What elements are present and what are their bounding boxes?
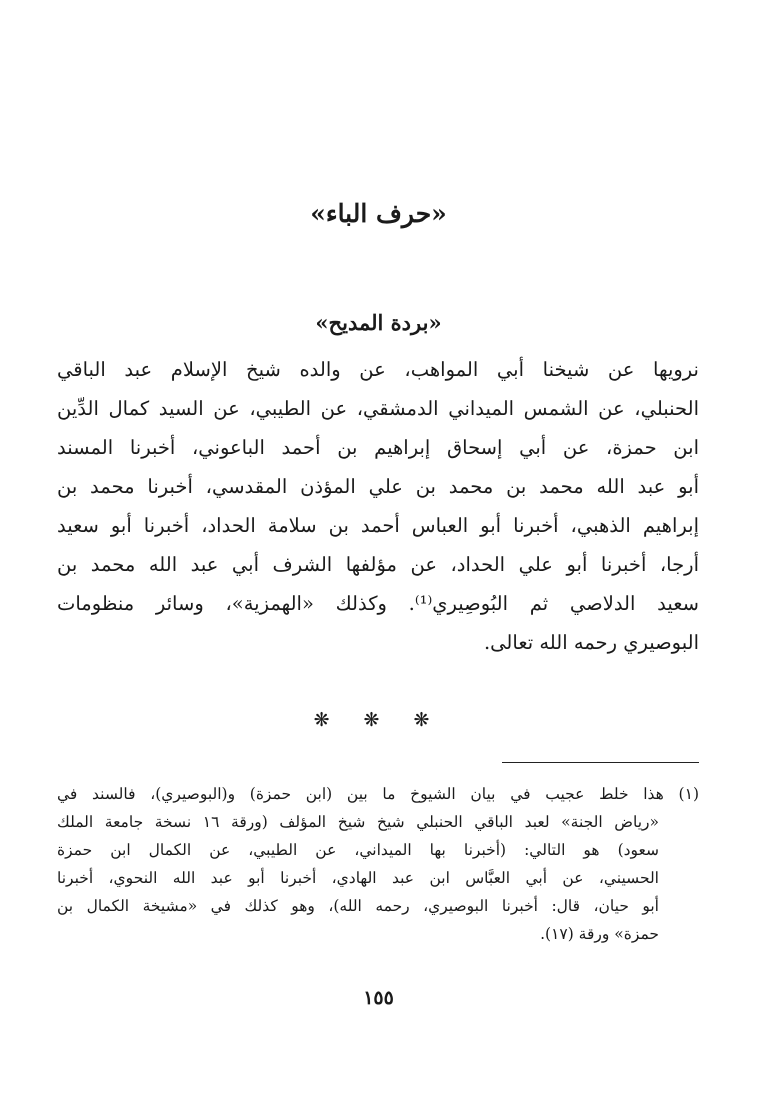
footnote-line: سعود) هو التالي: (أخبرنا بها الميداني، عن الطيبي، عن الكمال ابن حمزة	[57, 841, 659, 859]
body-line: نرويها عن شيخنا أبي المواهب، عن والده شيخ الإسلام عبد الباقي	[57, 358, 699, 381]
footnote-divider	[502, 762, 699, 763]
page-number: ١٥٥	[363, 987, 394, 1009]
chapter-title: «حرف الباء»	[310, 199, 447, 228]
body-line: أرجا، أخبرنا أبو علي الحداد، عن مؤلفها الشرف أبي عبد الله محمد بن	[57, 553, 699, 576]
footnote-block	[57, 780, 699, 948]
body-line: سعيد الدلاصي ثم البُوصِيري⁽¹⁾. وكذلك «الهمزية»، وسائر منظومات	[57, 592, 699, 615]
section-separator: ❋ ❋ ❋	[313, 709, 444, 731]
footnote-line: حمزة» ورقة (١٧).	[540, 925, 659, 943]
footnote-line: «رياض الجنة» لعبد الباقي الحنبلي شيخ شيخ المؤلف (ورقة ١٦ نسخة جامعة الملك	[57, 813, 659, 831]
section-title: «بردة المديح»	[315, 310, 442, 335]
body-line: البوصيري رحمه الله تعالى.	[483, 631, 699, 654]
footnote-line: الحسيني، عن أبي العبَّاس ابن عبد الهادي، أخبرنا أبو عبد الله النحوي، أخبرنا	[57, 869, 659, 887]
body-line: إبراهيم الذهبي، أخبرنا أبو العباس أحمد بن سلامة الحداد، أخبرنا أبو سعيد	[57, 514, 699, 537]
body-line: الحنبلي، عن الشمس الميداني الدمشقي، عن الطيبي، عن السيد كمال الدِّين	[57, 397, 699, 420]
footnote-line: (١) هذا خلط عجيب في بيان الشيوخ ما بين (ابن حمزة) و(البوصيري)، فالسند في	[57, 785, 699, 803]
body-line: ابن حمزة، عن أبي إسحاق إبراهيم بن أحمد الباعوني، أخبرنا المسند	[57, 436, 699, 459]
footnote-line: أبو حيان، قال: أخبرنا البوصيري، رحمه الله)، وهو كذلك في «مشيخة الكمال بن	[57, 897, 659, 915]
body-line: أبو عبد الله محمد بن محمد بن علي المؤذن المقدسي، أخبرنا محمد بن	[57, 475, 699, 498]
body-paragraph	[57, 350, 699, 662]
